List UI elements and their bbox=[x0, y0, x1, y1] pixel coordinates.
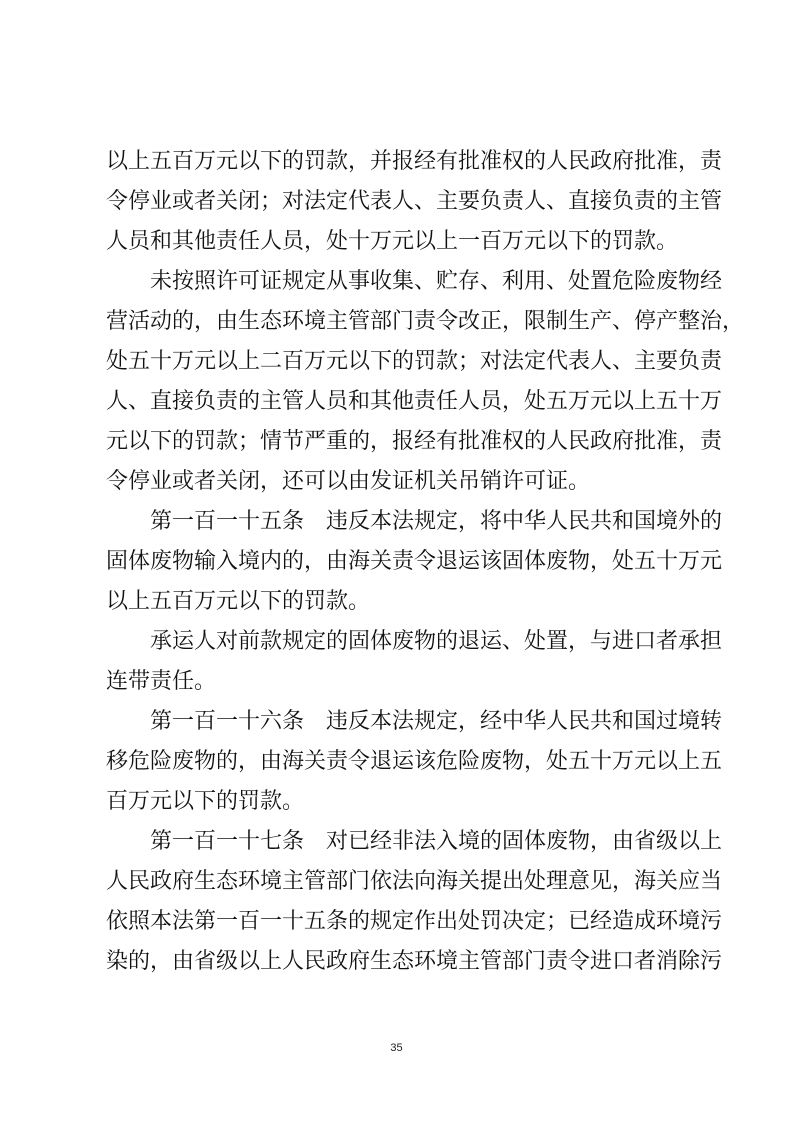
article-117-line-1: 第一百一十七条 对已经非法入境的固体废物，由省级以上 bbox=[150, 829, 723, 854]
article-117-line-4: 染的，由省级以上人民政府生态环境主管部门责令进口者消除污 bbox=[106, 949, 723, 974]
text-line-4: 未按照许可证规定从事收集、贮存、利用、处置危险废物经 bbox=[150, 269, 723, 294]
text-line-3: 人员和其他责任人员，处十万元以上一百万元以下的罚款。 bbox=[106, 229, 679, 254]
article-115-line-2: 固体废物输入境内的，由海关责令退运该固体废物，处五十万元 bbox=[106, 549, 723, 574]
article-117-line-3: 依照本法第一百一十五条的规定作出处罚决定；已经造成环境污 bbox=[106, 909, 723, 934]
text-line-5: 营活动的，由生态环境主管部门责令改正，限制生产、停产整治， bbox=[106, 309, 745, 334]
article-115-line-1: 第一百一十五条 违反本法规定，将中华人民共和国境外的 bbox=[150, 509, 723, 534]
article-116-line-2: 移危险废物的，由海关责令退运该危险废物，处五十万元以上五 bbox=[106, 749, 723, 774]
text-line-14: 连带责任。 bbox=[106, 669, 217, 694]
article-115-line-3: 以上五百万元以下的罚款。 bbox=[106, 589, 371, 614]
article-116-line-1: 第一百一十六条 违反本法规定，经中华人民共和国过境转 bbox=[150, 709, 723, 734]
text-line-6: 处五十万元以上二百万元以下的罚款；对法定代表人、主要负责 bbox=[106, 349, 723, 374]
body-text bbox=[106, 142, 745, 982]
text-line-13: 承运人对前款规定的固体废物的退运、处置，与进口者承担 bbox=[150, 629, 723, 654]
text-line-7: 人、直接负责的主管人员和其他责任人员，处五万元以上五十万 bbox=[106, 389, 723, 414]
text-line-9: 令停业或者关闭，还可以由发证机关吊销许可证。 bbox=[106, 469, 591, 494]
text-line-8: 元以下的罚款；情节严重的，报经有批准权的人民政府批准，责 bbox=[106, 429, 723, 454]
text-line-1: 以上五百万元以下的罚款，并报经有批准权的人民政府批准，责 bbox=[106, 149, 723, 174]
article-117-line-2: 人民政府生态环境主管部门依法向海关提出处理意见，海关应当 bbox=[106, 869, 723, 894]
article-116-line-3: 百万元以下的罚款。 bbox=[106, 789, 305, 814]
page-number: 35 bbox=[390, 1042, 403, 1054]
text-line-2: 令停业或者关闭；对法定代表人、主要负责人、直接负责的主管 bbox=[106, 189, 723, 214]
